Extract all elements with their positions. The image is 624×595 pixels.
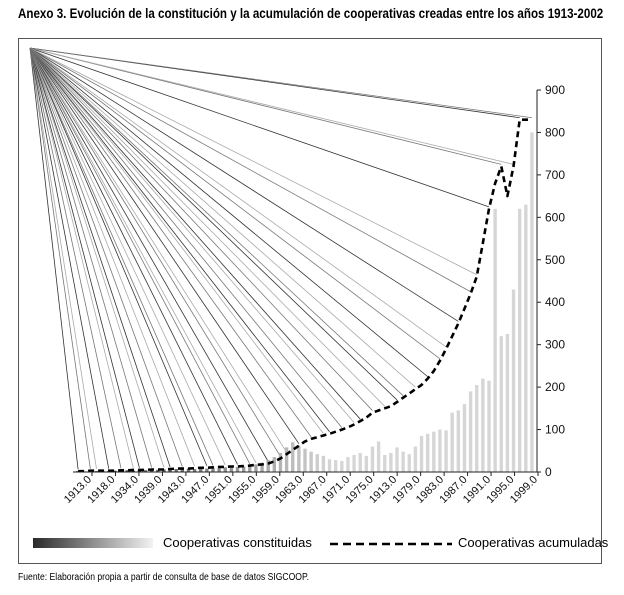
y-tick-label: 0 bbox=[545, 465, 552, 479]
bar bbox=[297, 446, 300, 472]
bar bbox=[524, 205, 527, 472]
x-axis bbox=[62, 472, 540, 506]
x-tick-label: 1991.0 bbox=[460, 473, 494, 506]
bar bbox=[487, 381, 490, 472]
perspective-line bbox=[30, 48, 170, 467]
x-tick-label: 1971.0 bbox=[320, 473, 353, 506]
bar bbox=[230, 468, 233, 472]
bar bbox=[340, 461, 343, 472]
bar bbox=[322, 456, 325, 472]
bar bbox=[309, 452, 312, 472]
y-tick-label: 100 bbox=[545, 422, 566, 437]
x-tick-label: 1951.0 bbox=[202, 473, 235, 506]
bar bbox=[279, 453, 282, 472]
x-tick-label: 1995.0 bbox=[484, 473, 517, 506]
bar bbox=[334, 460, 337, 472]
bar bbox=[432, 432, 435, 472]
legend bbox=[33, 535, 609, 550]
y-tick-label: 600 bbox=[545, 210, 566, 225]
bar bbox=[512, 289, 515, 472]
x-tick-label: 1967.0 bbox=[296, 473, 329, 506]
chart-title: Anexo 3. Evolución de la constitución y la acumulación de cooperativas creadas entre los años 1913-2002 bbox=[18, 6, 604, 21]
perspective-line bbox=[30, 48, 78, 469]
y-tick-label: 700 bbox=[545, 167, 566, 182]
bar bbox=[224, 467, 227, 472]
perspective-line bbox=[30, 48, 299, 444]
perspective-line bbox=[30, 48, 268, 462]
y-tick-label: 800 bbox=[545, 125, 566, 140]
bar bbox=[451, 413, 454, 472]
bar bbox=[463, 404, 466, 472]
bar bbox=[500, 336, 503, 472]
bar bbox=[444, 430, 447, 472]
x-tick-label: 1947.0 bbox=[179, 473, 212, 506]
perspective-line bbox=[30, 48, 385, 406]
x-tick-label: 1959.0 bbox=[249, 473, 282, 506]
bar bbox=[395, 447, 398, 472]
perspective-line bbox=[30, 48, 287, 452]
bar bbox=[389, 453, 392, 472]
bar bbox=[383, 455, 386, 472]
x-tick-label: 1975.0 bbox=[343, 473, 376, 506]
perspective-line bbox=[30, 48, 477, 275]
bar bbox=[205, 469, 208, 472]
bar bbox=[401, 452, 404, 472]
x-tick-label: 1955.0 bbox=[226, 473, 259, 506]
bar bbox=[291, 442, 294, 472]
legend-bar-swatch bbox=[33, 538, 153, 548]
x-tick-label: 1913.0 bbox=[61, 473, 95, 506]
perspective-line bbox=[30, 48, 213, 465]
x-tick-label: 1999.0 bbox=[507, 473, 541, 506]
y-axis bbox=[537, 83, 565, 479]
y-tick-label: 500 bbox=[545, 252, 566, 267]
x-tick-label: 1963.0 bbox=[273, 473, 306, 506]
y-tick-label: 900 bbox=[545, 83, 566, 97]
perspective-line bbox=[30, 48, 207, 466]
perspective-line bbox=[30, 48, 90, 469]
bar bbox=[285, 447, 288, 472]
bar bbox=[414, 447, 417, 472]
y-tick-label: 200 bbox=[545, 380, 566, 395]
bar bbox=[217, 468, 220, 472]
perspective-lines bbox=[30, 48, 532, 469]
x-tick-label: 1943.0 bbox=[155, 473, 189, 506]
bar bbox=[475, 385, 478, 472]
perspective-line bbox=[30, 48, 152, 467]
perspective-line bbox=[30, 48, 330, 432]
source-note: Fuente: Elaboración propia a partir de consulta de base de datos SIGCOOP. bbox=[18, 572, 309, 583]
y-tick-label: 300 bbox=[545, 337, 566, 352]
bar bbox=[426, 434, 429, 472]
bar bbox=[359, 453, 362, 472]
bar bbox=[506, 334, 509, 472]
bar bbox=[377, 441, 380, 472]
bar bbox=[530, 132, 533, 472]
bar bbox=[365, 456, 368, 472]
bar bbox=[254, 464, 257, 472]
x-tick-label: 1979.0 bbox=[390, 473, 423, 506]
perspective-line bbox=[30, 48, 403, 396]
perspective-line bbox=[30, 48, 372, 411]
x-tick-label: 1987.0 bbox=[437, 473, 470, 506]
y-tick-label: 400 bbox=[545, 295, 566, 310]
perspective-line bbox=[30, 48, 323, 433]
legend-bar-label: Cooperativas constituidas bbox=[163, 535, 312, 550]
bar-series bbox=[76, 132, 533, 472]
bar bbox=[438, 430, 441, 472]
bar bbox=[328, 459, 331, 472]
bar bbox=[493, 209, 496, 472]
x-tick-label: 1913.0 bbox=[366, 473, 400, 506]
bar bbox=[518, 209, 521, 472]
bar bbox=[316, 454, 319, 472]
perspective-line bbox=[30, 48, 238, 464]
legend-line-label: Cooperativas acumuladas bbox=[458, 535, 609, 550]
bar bbox=[420, 436, 423, 472]
bar bbox=[371, 447, 374, 472]
x-tick-label: 1918.0 bbox=[85, 473, 118, 506]
bar bbox=[469, 391, 472, 472]
bar bbox=[408, 454, 411, 472]
bar bbox=[352, 455, 355, 472]
x-tick-label: 1983.0 bbox=[413, 473, 447, 506]
x-tick-label: 1934.0 bbox=[108, 473, 142, 506]
perspective-line bbox=[30, 48, 532, 118]
bar bbox=[481, 379, 484, 472]
bar bbox=[273, 457, 276, 472]
bar bbox=[303, 449, 306, 472]
perspective-line bbox=[30, 48, 415, 387]
x-tick-label: 1939.0 bbox=[132, 473, 165, 506]
bar bbox=[346, 457, 349, 472]
bar bbox=[457, 410, 460, 472]
